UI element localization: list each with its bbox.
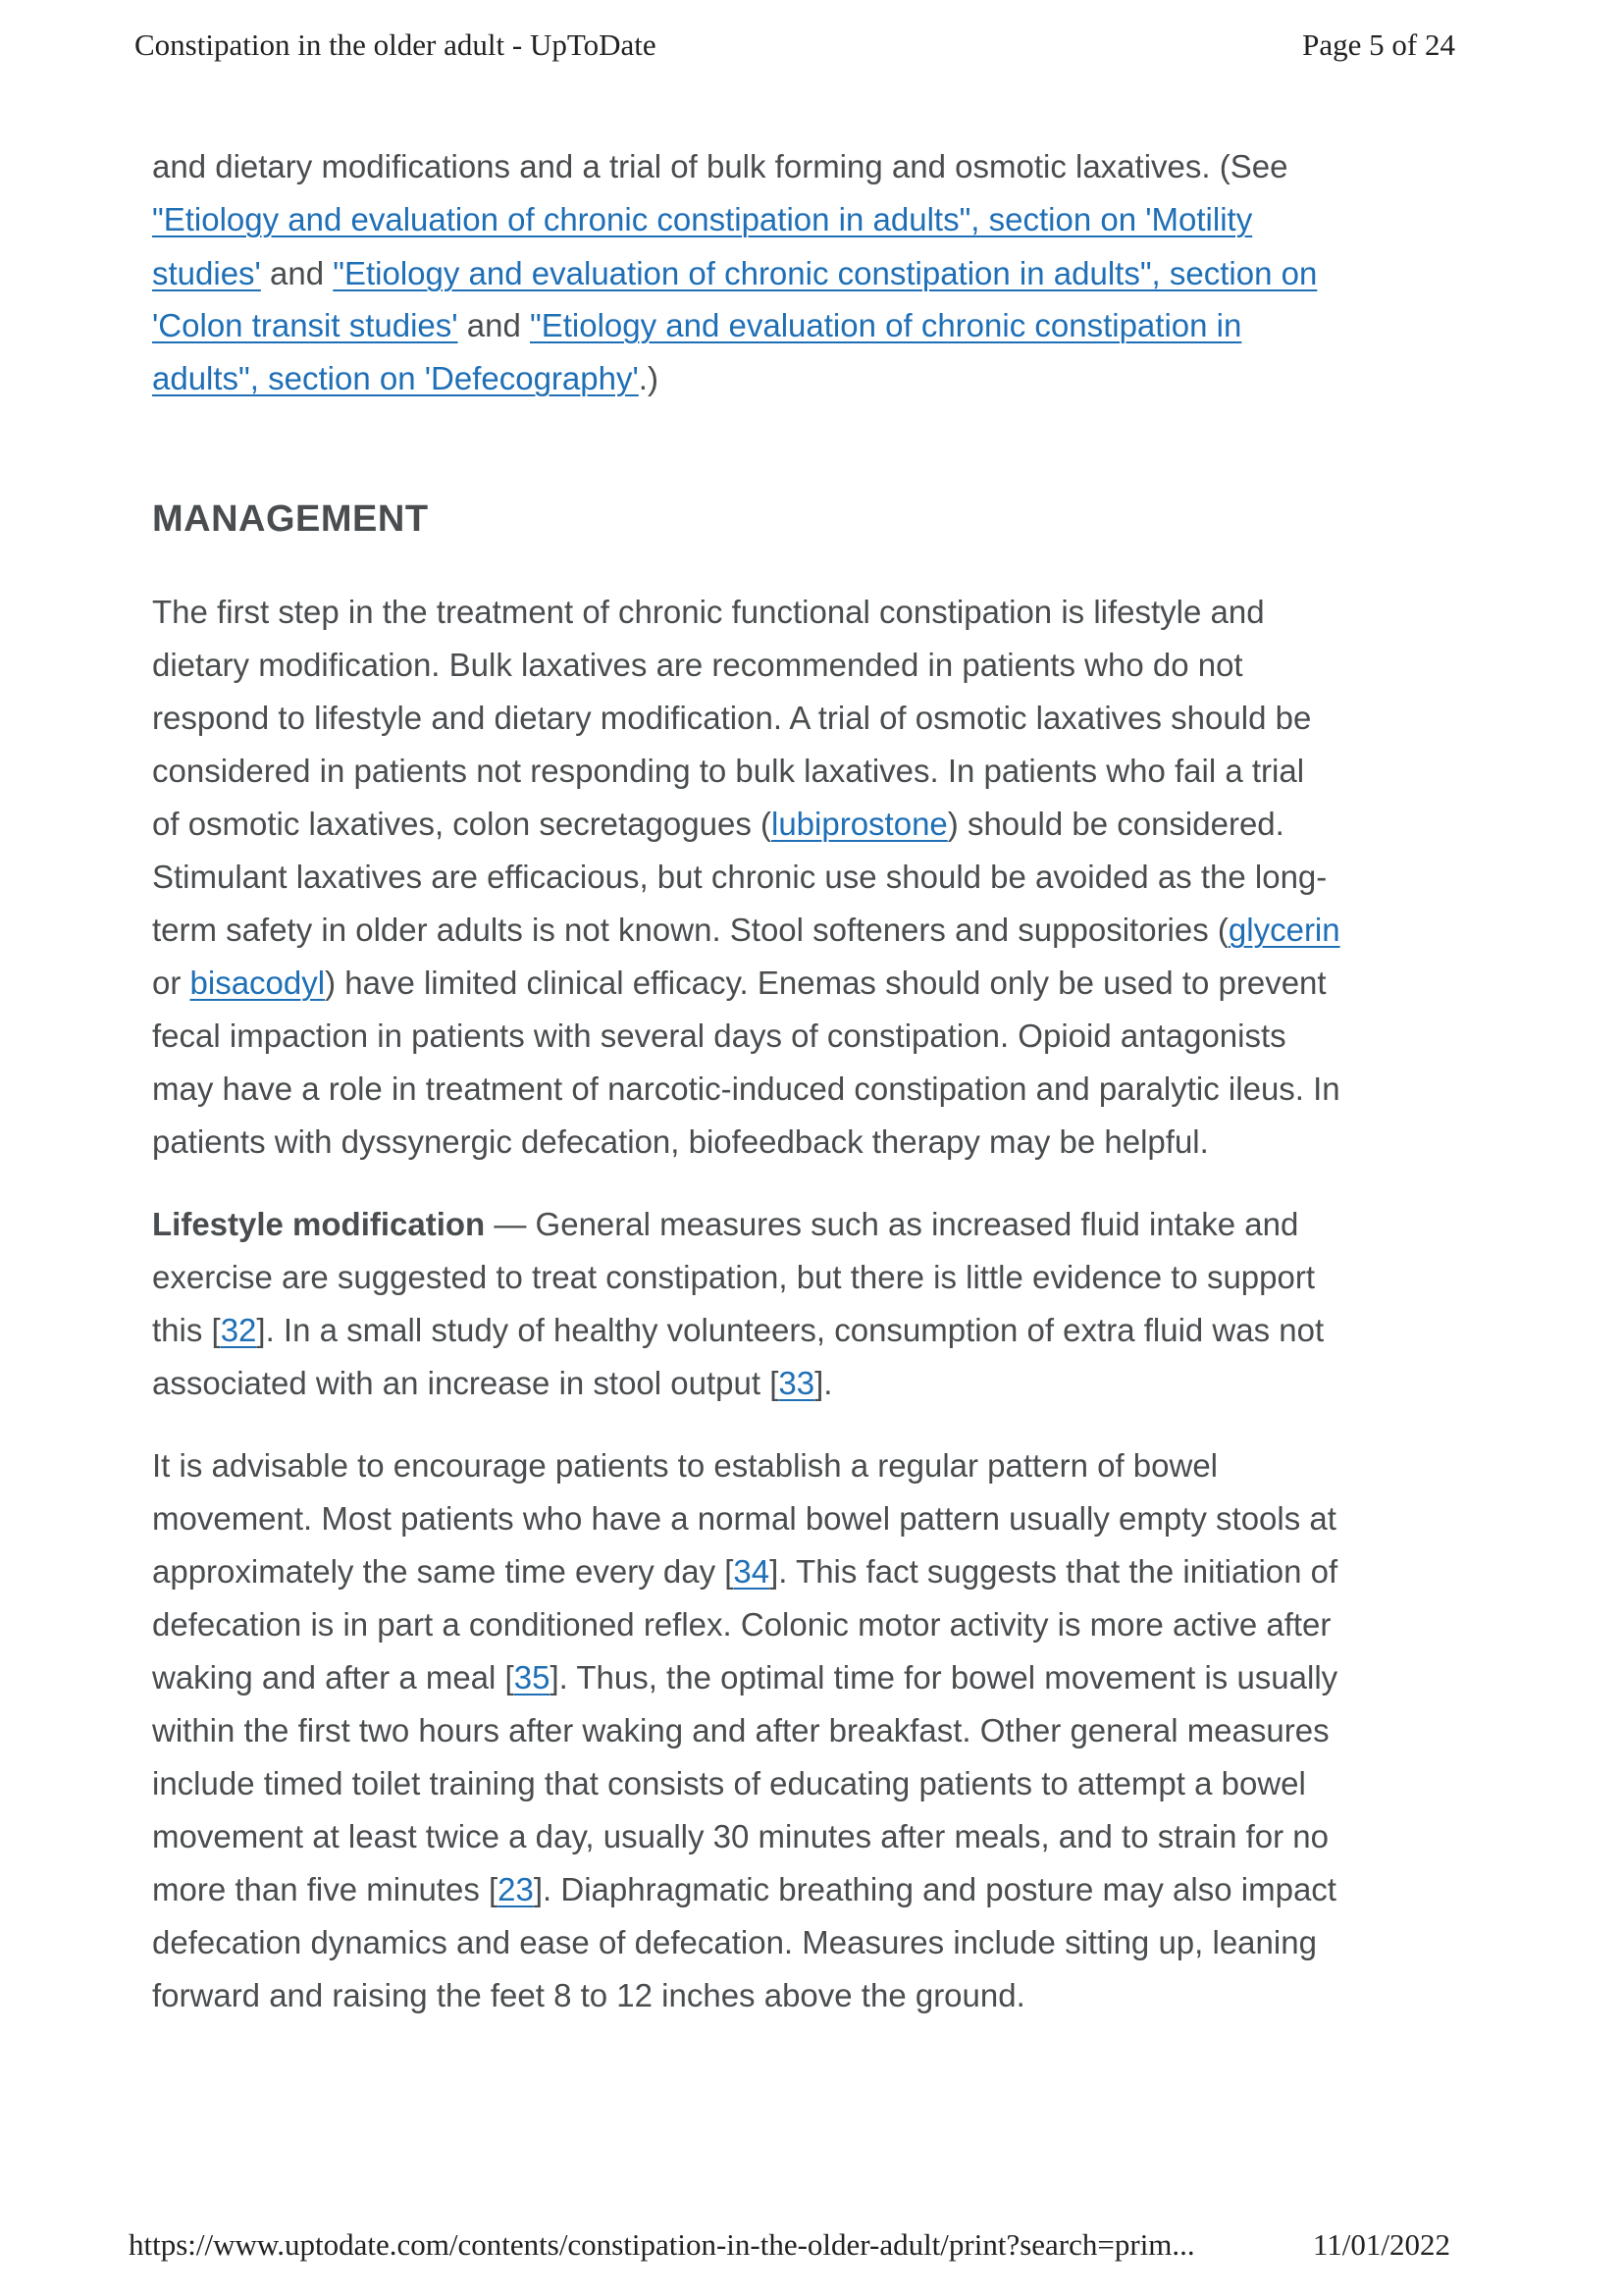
body-text: considered in patients not responding to bulk laxatives. In patients who fail a trial (152, 753, 1305, 789)
section-heading-management: MANAGEMENT (152, 498, 429, 540)
link-glycerin[interactable]: glycerin (1228, 912, 1340, 948)
body-text: waking and after a meal [ (152, 1659, 514, 1696)
body-text: associated with an increase in stool output [ (152, 1365, 779, 1401)
lifestyle-line (152, 1357, 832, 1410)
lifestyle-line (152, 1198, 1298, 1251)
link-motility-studies-cont[interactable]: studies' (152, 255, 261, 291)
lifestyle-line (152, 1304, 1324, 1357)
body-text: defecation dynamics and ease of defecation. Measures include sitting up, leaning (152, 1924, 1317, 1960)
p3-line (152, 1863, 1336, 1916)
body-text: or (152, 965, 190, 1001)
p1-line (152, 692, 1311, 745)
body-text: ]. Thus, the optimal time for bowel movement is usually (550, 1659, 1338, 1696)
body-text: It is advisable to encourage patients to establish a regular pattern of bowel (152, 1447, 1219, 1484)
link-lubiprostone[interactable]: lubiprostone (770, 806, 948, 842)
body-text: Stimulant laxatives are efficacious, but chronic use should be avoided as the long- (152, 859, 1328, 895)
p1-line (152, 1116, 1209, 1169)
p3-line (152, 1704, 1330, 1757)
link-defecography[interactable]: "Etiology and evaluation of chronic constipation in (530, 307, 1242, 343)
p3-line (152, 1916, 1317, 1969)
body-text: The first step in the treatment of chronic functional constipation is lifestyle and (152, 594, 1265, 630)
body-text: and dietary modifications and a trial of bulk forming and osmotic laxatives. (See (152, 148, 1288, 184)
body-text: ) should be considered. (947, 806, 1284, 842)
body-text: this [ (152, 1312, 221, 1348)
p1-line (152, 586, 1265, 639)
body-text: ]. (814, 1365, 833, 1401)
p3-line (152, 1757, 1306, 1810)
reference-link-32[interactable]: 32 (220, 1312, 257, 1348)
subsection-title-lifestyle-modification: Lifestyle modification (152, 1206, 486, 1242)
body-text: and (260, 255, 334, 291)
p1-line (152, 904, 1340, 957)
body-text: — General measures such as increased fluid intake and (485, 1206, 1299, 1242)
body-text: movement at least twice a day, usually 30 minutes after meals, and to strain for no (152, 1818, 1329, 1854)
document-title: Constipation in the older adult - UpToDate (134, 27, 656, 62)
p3-line (152, 1439, 1218, 1492)
body-text: and (457, 307, 530, 343)
body-text: term safety in older adults is not known. Stool softeners and suppositories ( (152, 912, 1229, 948)
body-text: of osmotic laxatives, colon secretagogues ( (152, 806, 771, 842)
body-text: may have a role in treatment of narcotic-induced constipation and paralytic ileus. In (152, 1070, 1340, 1107)
reference-link-34[interactable]: 34 (733, 1553, 770, 1590)
body-text: include timed toilet training that consists of educating patients to attempt a bowel (152, 1765, 1306, 1801)
reference-link-23[interactable]: 23 (497, 1871, 534, 1907)
reference-link-35[interactable]: 35 (513, 1659, 550, 1696)
link-defecography-cont[interactable]: adults", section on 'Defecography' (152, 360, 639, 396)
page-url: https://www.uptodate.com/contents/constipation-in-the-older-adult/print?search=prim... (129, 2227, 1195, 2262)
body-text: movement. Most patients who have a normal bowel pattern usually empty stools at (152, 1500, 1336, 1537)
p1-line (152, 1063, 1340, 1116)
p3-line (152, 1598, 1331, 1651)
body-text: dietary modification. Bulk laxatives are recommended in patients who do not (152, 647, 1243, 683)
intro-line-5 (152, 352, 658, 405)
body-text: ]. In a small study of healthy volunteers, consumption of extra fluid was not (256, 1312, 1325, 1348)
intro-line-4 (152, 299, 1241, 352)
print-footer (129, 2227, 1450, 2263)
p3-line (152, 1545, 1337, 1598)
link-motility-studies[interactable]: "Etiology and evaluation of chronic constipation in adults", section on 'Motility (152, 201, 1253, 237)
link-colon-transit-studies-cont[interactable]: 'Colon transit studies' (152, 307, 458, 343)
body-text: respond to lifestyle and dietary modification. A trial of osmotic laxatives should be (152, 700, 1312, 736)
body-text: ]. This fact suggests that the initiation of (769, 1553, 1338, 1590)
body-text: patients with dyssynergic defecation, biofeedback therapy may be helpful. (152, 1123, 1209, 1160)
body-text: within the first two hours after waking and after breakfast. Other general measures (152, 1712, 1330, 1748)
link-colon-transit-studies[interactable]: "Etiology and evaluation of chronic constipation in adults", section on (333, 255, 1318, 291)
body-text: .) (638, 360, 658, 396)
print-date: 11/01/2022 (1312, 2227, 1450, 2262)
p1-line (152, 798, 1284, 851)
body-text: forward and raising the feet 8 to 12 inches above the ground. (152, 1977, 1025, 2013)
link-bisacodyl[interactable]: bisacodyl (189, 965, 326, 1001)
intro-line-3 (152, 247, 1317, 300)
body-text: defecation is in part a conditioned reflex. Colonic motor activity is more active after (152, 1606, 1332, 1643)
intro-line-2 (152, 193, 1252, 246)
p3-line (152, 1651, 1337, 1704)
p1-line (152, 851, 1327, 904)
print-header (134, 27, 1455, 63)
reference-link-33[interactable]: 33 (778, 1365, 815, 1401)
body-text: more than five minutes [ (152, 1871, 498, 1907)
body-text: exercise are suggested to treat constipation, but there is little evidence to support (152, 1259, 1316, 1295)
lifestyle-line (152, 1251, 1315, 1304)
p3-line (152, 1810, 1329, 1863)
p1-line (152, 639, 1243, 692)
p1-line (152, 957, 1327, 1010)
p3-line (152, 1969, 1025, 2022)
body-text: approximately the same time every day [ (152, 1553, 734, 1590)
p1-line (152, 745, 1304, 798)
intro-line-1 (152, 140, 1287, 193)
body-text: ) have limited clinical efficacy. Enemas should only be used to prevent (325, 965, 1327, 1001)
body-text: ]. Diaphragmatic breathing and posture may also impact (533, 1871, 1336, 1907)
body-text: fecal impaction in patients with several days of constipation. Opioid antagonists (152, 1018, 1286, 1054)
p1-line (152, 1010, 1286, 1063)
p3-line (152, 1492, 1336, 1545)
page-number: Page 5 of 24 (1302, 27, 1455, 62)
